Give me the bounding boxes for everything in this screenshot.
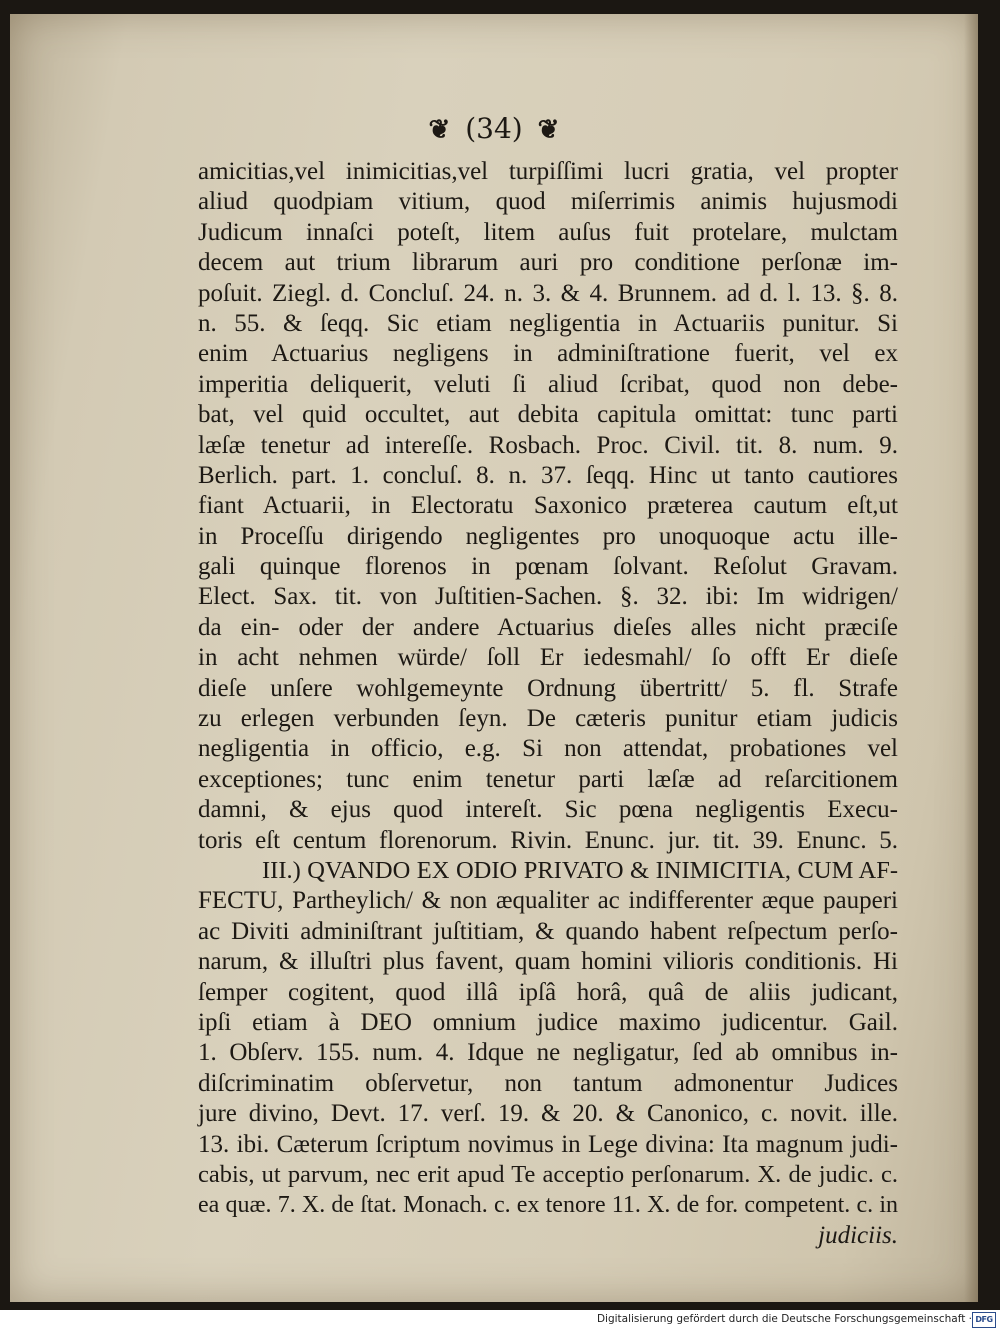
text-line: Judicum innaſci poteſt, litem auſus fuit protelare, mulctam <box>198 218 898 246</box>
body-text <box>198 157 898 1251</box>
text-line: in Proceſſu dirigendo negligentes pro unoquoque actu ille- <box>198 522 898 550</box>
catchword: judiciis. <box>818 1221 898 1249</box>
text-line: exceptiones; tunc enim tenetur parti læſæ ad reſarcitionem <box>198 765 898 793</box>
text-line: negligentia in officio, e.g. Si non attendat, probationes vel <box>198 735 898 763</box>
page-edge-shadow <box>964 14 978 1302</box>
text-line: bat, vel quid occultet, aut debita capitula omittat: tunc parti <box>198 401 898 429</box>
text-line: 13. ibi. Cæterum ſcriptum novimus in Lege divina: Ita magnum judi- <box>198 1130 898 1158</box>
text-line: læſæ tenetur ad intereſſe. Rosbach. Proc. Civil. tit. 8. num. 9. <box>198 431 898 459</box>
text-line: amicitias,vel inimicitias,vel turpiſſimi lucri gratia, vel propter <box>198 158 898 185</box>
section-heading-line: III.) QVANDO EX ODIO PRIVATO & INIMICITIA, CUM AF- <box>262 856 898 884</box>
text-line: 1. Obſerv. 155. num. 4. Idque ne negligatur, ſed ab omnibus in- <box>198 1039 898 1067</box>
text-line: gali quinque florenos in pœnam ſolvant. Reſolut Gravam. <box>198 553 898 581</box>
dfg-logo-icon[interactable]: DFG <box>972 1312 996 1328</box>
text-line: in acht nehmen würde/ ſoll Er iedesmahl/ ſo offt Er dieſe <box>198 644 898 672</box>
text-line: ſemper cogitent, quod illâ ipſâ horâ, quâ de aliis judicant, <box>198 978 898 1006</box>
text-line: enim Actuarius negligens in adminiſtratione fuerit, vel ex <box>198 340 898 368</box>
right-ornament-icon: ❦ <box>537 115 560 145</box>
text-line: cabis, ut parvum, nec erit apud Te acceptio perſonarum. X. de judic. c. <box>198 1160 898 1188</box>
text-line: Berlich. part. 1. concluſ. 8. n. 37. ſeqq. Hinc ut tanto cautiores <box>198 461 898 489</box>
text-line: dieſe unſere wohlgemeynte Ordnung übertritt/ 5. fl. Strafe <box>198 674 898 702</box>
text-line: poſuit. Ziegl. d. Concluſ. 24. n. 3. & 4. Brunnem. ad d. l. 13. §. 8. <box>198 279 898 307</box>
text-line: fiant Actuarii, in Electoratu Saxonico præterea cautum eſt,ut <box>198 492 898 520</box>
text-line: n. 55. & ſeqq. Sic etiam negligentia in Actuariis punitur. Si <box>198 309 898 337</box>
text-line: zu erlegen verbunden ſeyn. De cæteris punitur etiam judicis <box>198 705 898 733</box>
left-ornament-icon: ❦ <box>428 115 451 145</box>
page-header <box>10 112 978 145</box>
text-line: ea quæ. 7. X. de ſtat. Monach. c. ex tenore 11. X. de for. competent. c. in <box>198 1192 898 1219</box>
text-line: damni, & ejus quod intereſt. Sic pœna negligentis Execu- <box>198 796 898 824</box>
funding-credit: Digitalisierung gefördert durch die Deutsche Forschungsgemeinschaft · <box>596 1313 972 1325</box>
text-line: Elect. Sax. tit. von Juſtitien-Sachen. §. 32. ibi: Im widrigen/ <box>198 583 898 611</box>
digitization-footer <box>0 1310 1000 1330</box>
text-line: da ein- oder der andere Actuarius dieſes alles nicht præciſe <box>198 613 898 641</box>
text-line: aliud quodpiam vitium, quod miſerrimis animis hujusmodi <box>198 188 898 216</box>
text-line: FECTU, Partheylich/ & non æqualiter ac indifferenter æque pauperi <box>198 887 898 915</box>
text-line: narum, & illuſtri plus favent, quam homini vilioris conditionis. Hi <box>198 948 898 976</box>
book-page <box>10 14 978 1302</box>
text-line: ipſi etiam à DEO omnium judice maximo judicentur. Gail. <box>198 1008 898 1036</box>
text-line: imperitia deliquerit, veluti ſi aliud ſcribat, quod non debe- <box>198 370 898 398</box>
text-line: toris eſt centum florenorum. Rivin. Enunc. jur. tit. 39. Enunc. 5. <box>198 826 898 854</box>
text-line: jure divino, Devt. 17. verſ. 19. & 20. & Canonico, c. novit. ille. <box>198 1100 898 1128</box>
page-number: (34) <box>465 112 523 145</box>
text-line: diſcriminatim obſervetur, non tantum admonentur Judices <box>198 1069 898 1097</box>
text-line: decem aut trium librarum auri pro conditione perſonæ im- <box>198 249 898 277</box>
text-line: ac Diviti adminiſtrant juſtitiam, & quando habent reſpectum perſo- <box>198 917 898 945</box>
